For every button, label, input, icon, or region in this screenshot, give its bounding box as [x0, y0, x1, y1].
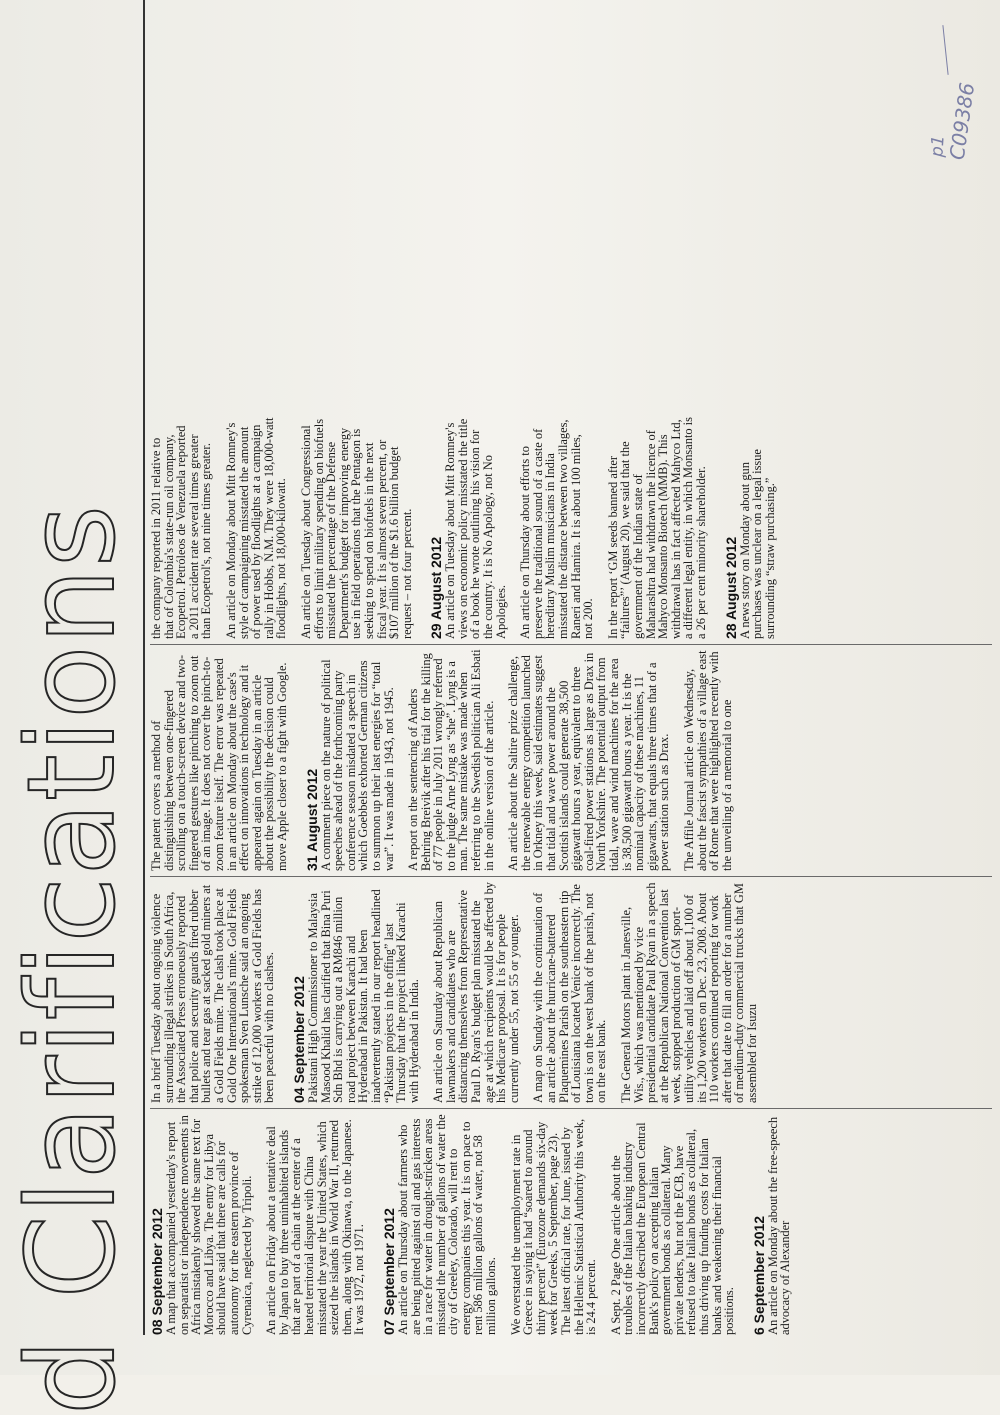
handwritten-dash	[942, 25, 948, 75]
section-heading	[3, 415, 142, 1415]
correction-paragraph: The General Motors plant in Janesville, Wis., which was mentioned by vice presidential candidate Paul Ryan in a speech at the Republican National Convention last week, stopped production of GM sport-utility vehicles and laid off about 1,100 of its 1,200 workers on Dec. 23, 2008. About 110 workers continued reporting for work after that date to fill an order for a number of medium-duty commercial trucks that GM assembled for Isuzu	[619, 882, 759, 1103]
correction-paragraph: An article on Monday about the free-speech advocacy of Alexander	[765, 1116, 793, 1335]
column-2	[150, 881, 1000, 1103]
correction-paragraph: A Sept. 2 Page One article about the troubles of the Italian banking industry incorrectly described the European Central Bank's policy on accepting Italian government bonds as collateral. Many private lenders, but not the ECB, have refused to take Italian bonds as collateral, thus driving up funding costs for Italian banks and weakening their financial positions.	[608, 1122, 737, 1335]
date-heading: 08 September 2012	[149, 1208, 165, 1335]
correction-paragraph: A map on Sunday with the continuation of an article about the hurricane-battered Plaquemines Parish on the southeastern tip of Louisiana located Venice incorrectly. The town is on the west bank of the parish, not on the east bank.	[531, 884, 609, 1103]
correction-paragraph: We overstated the unemployment rate in Greece in saying it had “soared to around thirty percent” (Eurozone demands six-day week for Greeks, 5 September, page 23). The latest official rate, for June, issued by the Hellenic Statistical Authority this week, is 24.4 percent.	[508, 1118, 599, 1335]
correction-paragraph: The patent covers a method of distinguishing between one-fingered scrolling on a touch-screen device and two-fingered gestures like pinching to zoom out of an image. It does not cover the pinch-to-zoom feature itself. The error was repeated in an article on Monday about the case's effect on innovations in technology and it appeared again on Tuesday in an article about the possibility the decision could move Apple closer to a fight with Google.	[149, 654, 289, 871]
column-divider	[150, 1108, 992, 1109]
correction-paragraph: An article on Friday about a tentative deal by Japan to buy three uninhabited islands that are part of a chain at the center of a heated territorial dispute with China misstated the year the United States, which seized the islands in World War II, returned them, along with Okinawa, to the Japanese. It was 1972, not 1971.	[264, 1119, 367, 1335]
date-heading: 07 September 2012	[380, 1208, 397, 1335]
correction-paragraph: In the report ‘GM seeds banned after “failures”’ (August 20), we said that the government of the Indian state of Maharashtra had withdrawn the licence of Mahyco Monsanto Biotech (MMB). This withdrawal has in fact affected Mahyco Ltd, a different legal entity, in which Monsanto is a 26 per cent minority shareholder.	[605, 417, 708, 639]
column-1	[150, 1113, 1000, 1335]
column-4	[150, 417, 1000, 639]
heading-title: Clarifications	[3, 503, 142, 1299]
correction-paragraph: An article on Thursday about efforts to preserve the traditional sound of a caste of hereditary Muslim musicians in India misstated the distance between two villages, Raneri and Hamira. It is about 100 miles, not 200.	[518, 419, 596, 639]
correction-paragraph: the company reported in 2011 relative to that of Colombia's state-run oil company, Ecopetrol. Petróleos de Venezuela reported a 2011 accident rate several times greater than Ecopetrol's, not nine times greater.	[149, 425, 214, 639]
date-heading: 31 August 2012	[303, 768, 320, 871]
column-3	[150, 649, 1000, 871]
date-heading: 29 August 2012	[428, 536, 445, 639]
correction-paragraph: Pakistani High Commissioner to Malaysia Masood Khalid has clarified that Bina Puri Sdn Bhd is carrying out a RM846 million road project between Karachi and Hyderabad in Pakistan. It had been inadvertently stated in our report headlined “Pakistan projects in the offing” last Thursday that the project linked Karachi with Hyderabad in India.	[305, 889, 421, 1103]
date-heading: 28 August 2012	[722, 536, 739, 639]
correction-paragraph: An article on Saturday about Republican lawmakers and candidates who are distancing themselves from Representative Paul D. Ryan's budget plan misstated the age at which recipients would be affected by his Medicare proposal. It is for people currently under 55, not 55 or younger.	[431, 882, 521, 1103]
date-heading: 04 September 2012	[290, 976, 307, 1103]
correction-paragraph: A comment piece on the nature of political speeches ahead of the forthcoming party conference season misdated a speech in which Goebbels exhorted German citizens to summon up their last energies for “total war”. It was made in 1943, not 1945.	[318, 659, 396, 871]
date-heading: 6 September 2012	[750, 1215, 767, 1335]
correction-paragraph: An article on Monday about Mitt Romney's style of campaigning misstated the amount of power used by floodlights at a campaign rally in Hobbs, N.M. They were 18,000-watt floodlights, not 18,000-kilowatt.	[223, 417, 289, 639]
correction-paragraph: In a brief Tuesday about ongoing violence surrounding illegal strikes in South Africa, the Associated Press erroneously reported that police and security guards fired rubber bullets and tear gas at sacked gold miners at a Gold Fields mine. The clash took place at Gold One International's mine. Gold Fields spokesman Sven Lunsche said an ongoing strike of 12,000 workers at Gold Fields has been peaceful with no clashes.	[149, 884, 277, 1103]
correction-paragraph: A map that accompanied yesterday's report on separatist or independence movements in Africa mistakenly showed the same text for Morocco and Libya. The entry for Libya should have said that there are calls for autonomy for the eastern province of Cyrenaica, neglected by Tripoli.	[164, 1115, 254, 1335]
correction-paragraph: An article about the Saltire prize challenge, the renewable energy competition launched in Orkney this week, said estimates suggest that tidal and wave power around the Scottish islands could generate 38,500 gigawatt hours a year, equivalent to three coal-fired power stations as large as Drax in North Yorkshire. The potential output from tidal, wave and wind machines for the area is 38,500 gigawatt hours a year. It is the nominal capacity of these machines, 11 gigawatts, that equals three times that of a power station such as Drax.	[506, 652, 672, 871]
column-divider	[150, 644, 992, 645]
correction-paragraph: An article on Tuesday about Congressional efforts to limit military spending on biofuels misstated the percentage of the Defense Department's budget for improving energy use in field operations that the Pentagon is seeking to spend on biofuels in the next fiscal year. It is almost seven percent, or $107 million of the $1.6 billion budget request – not four percent.	[298, 418, 414, 639]
correction-paragraph: An article on Tuesday about Mitt Romney's views on economic policy misstated the title of a book he wrote outlining his vision for the country. It is No Apology, not No Apologies.	[443, 418, 508, 639]
heading-fragment: d	[3, 1337, 142, 1415]
correction-paragraph: An article on Thursday about farmers who are being pitted against oil and gas interests in a race for water in drought-stricken areas misstated the number of gallons of water the city of Greeley, Colorado, will rent to energy companies this year. It is on pace to rent 586 million gallons of water, not 58 million gallons.	[395, 1114, 499, 1335]
column-divider	[150, 876, 992, 877]
handwritten-number: C09386	[944, 81, 980, 162]
correction-paragraph: A news story on Monday about gun purchases was unclear on a legal issue surrounding “straw purchasing.”	[737, 449, 777, 639]
correction-paragraph: A report on the sentencing of Anders Behring Breivik after his trial for the killing of 77 people in July 2011 wrongly referred to the judge Arne Lyng as “she”. Lyng is a man. The same mistake was made when referring to the Swedish politician Ali Esbati in the online version of the article.	[406, 649, 496, 871]
correction-paragraph: The Affile Journal article on Wednesday, about the fascist sympathies of a village east of Rome that were highlighted recently with the unveiling of a memorial to one	[681, 650, 734, 871]
handwritten-mark: p1	[927, 134, 949, 158]
heading-rule	[143, 0, 145, 1335]
